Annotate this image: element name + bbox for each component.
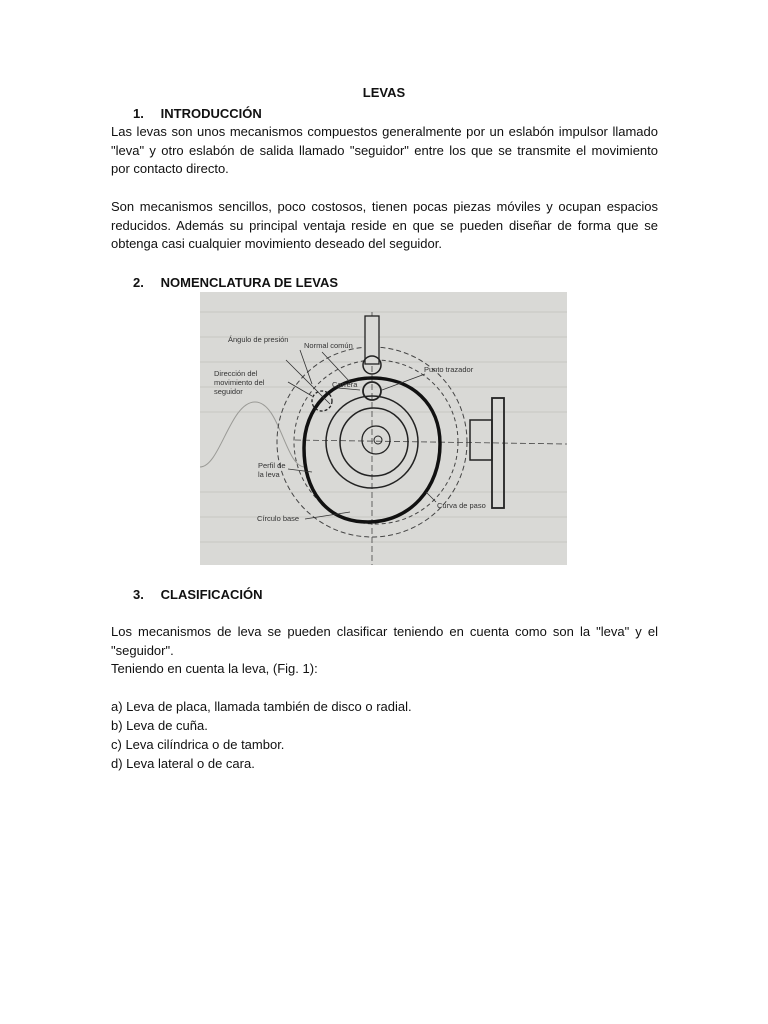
label-pitch-curve: Curva de paso bbox=[437, 501, 486, 510]
label-cam-profile-2: la leva bbox=[258, 470, 280, 479]
section-number: 1. bbox=[133, 106, 144, 121]
cam-nomenclature-figure bbox=[200, 292, 567, 565]
list-item: a) Leva de placa, llamada también de disco o radial. bbox=[111, 699, 412, 714]
paragraph-line: "seguidor". bbox=[111, 642, 174, 658]
leader-lines bbox=[286, 350, 436, 519]
label-trace-point: Punto trazador bbox=[424, 365, 474, 374]
paragraph-line: obtenga casi cualquier movimiento deseado del seguidor. bbox=[111, 236, 442, 251]
section-heading-text: CLASIFICACIÓN bbox=[160, 587, 263, 602]
hub-circle bbox=[362, 426, 390, 454]
label-follower-direction-1: Dirección del bbox=[214, 369, 258, 378]
paragraph-line: reducidos. Además su principal ventaja reside en que se pueden diseñar de forma que se bbox=[111, 217, 658, 233]
cam-side-hub bbox=[470, 420, 492, 460]
horizontal-axis bbox=[295, 440, 567, 444]
label-cam-profile-1: Perfil de bbox=[258, 461, 286, 470]
paragraph-line: Los mecanismos de leva se pueden clasificar teniendo en cuenta como son la "leva" y el bbox=[111, 624, 658, 639]
shaft-circle bbox=[374, 436, 382, 444]
section-heading-classification bbox=[133, 587, 262, 602]
intro-paragraph-2 bbox=[111, 198, 658, 254]
cam-type-list bbox=[111, 697, 412, 773]
section-heading-text: INTRODUCCIÓN bbox=[160, 106, 262, 121]
label-follower-direction-2: movimiento del bbox=[214, 378, 265, 387]
list-item: b) Leva de cuña. bbox=[111, 718, 208, 733]
paragraph-line: Son mecanismos sencillos, poco costosos, tienen pocas piezas móviles y ocupan espacios bbox=[111, 199, 658, 214]
label-pressure-angle: Ángulo de presión bbox=[228, 335, 289, 344]
paragraph-line: "leva" y otro eslabón de salida llamado "seguidor" entre los que se transmite el movimiento bbox=[111, 142, 658, 158]
label-base-circle: Círculo base bbox=[257, 514, 300, 523]
paragraph-line: Las levas son unos mecanismos compuestos generalmente por un eslabón impulsor llamado bbox=[111, 124, 658, 139]
label-stroke: Carrera bbox=[332, 380, 358, 389]
document-title: LEVAS bbox=[362, 85, 406, 100]
label-common-normal: Normal común bbox=[304, 341, 353, 350]
section-number: 2. bbox=[133, 275, 144, 290]
background-texture bbox=[200, 312, 567, 542]
section-heading-text: NOMENCLATURA DE LEVAS bbox=[160, 275, 339, 290]
section-heading-introduction bbox=[133, 106, 262, 121]
classification-paragraph bbox=[111, 623, 658, 679]
list-item: c) Leva cilíndrica o de tambor. bbox=[111, 737, 285, 752]
cam-diagram bbox=[200, 292, 567, 565]
label-follower-direction-3: seguidor bbox=[214, 387, 243, 396]
intro-paragraph-1 bbox=[111, 123, 658, 179]
list-item: d) Leva lateral o de cara. bbox=[111, 756, 255, 771]
classification-intro: Teniendo en cuenta la leva, (Fig. 1): bbox=[111, 661, 318, 676]
section-heading-nomenclature bbox=[133, 275, 338, 290]
paragraph-line: por contacto directo. bbox=[111, 161, 229, 176]
section-number: 3. bbox=[133, 587, 144, 602]
